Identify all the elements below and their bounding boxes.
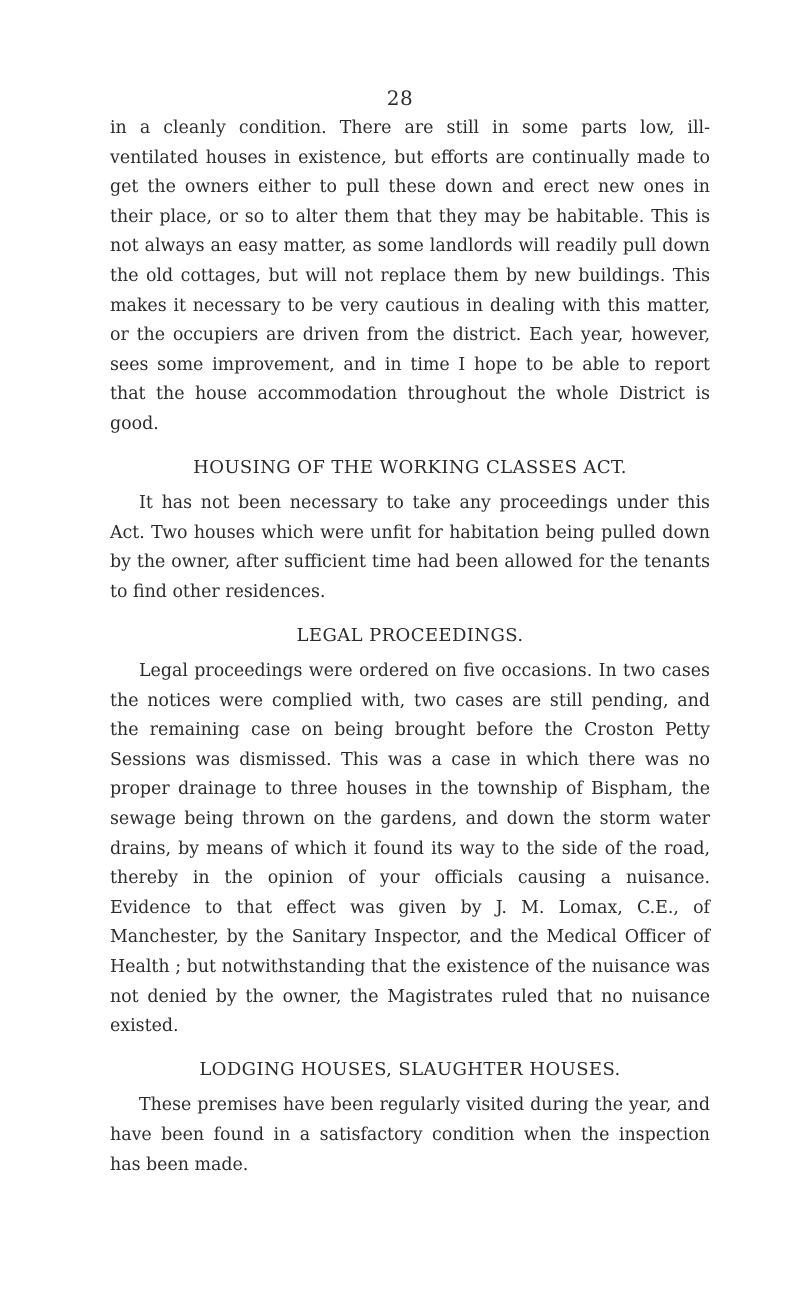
paragraph-lodging-houses: These premises have been regularly visited during the year, and have been found in a satisfactory condition when the inspection has been made. bbox=[110, 1095, 710, 1175]
heading-housing-act: HOUSING OF THE WORKING CLASSES ACT. bbox=[193, 456, 627, 478]
page-number: 28 bbox=[386, 86, 414, 110]
body-text bbox=[110, 114, 710, 1180]
paragraph-continuation: in a cleanly condition. There are still in some parts low, ill-ventilated houses in existence, but efforts are continually made to get the owners either to pull these down and erect new ones in their place, or so to alter them that they may be habitable. This is not always an easy matter, as some landlords will readily pull down the old cottages, but will not replace them by new buildings. This makes it necessary to be very cautious in dealing with this matter, or the occupiers are driven from the district. Each year, however, sees some improvement, and in time I hope to be able to report that the house accommodation throughout the whole District is good. bbox=[110, 118, 710, 434]
paragraph-legal-proceedings: Legal proceedings were ordered on five occasions. In two cases the notices were complied with, two cases are still pending, and the remaining case on being brought before the Croston Petty Sessions was dismissed. This was a case in which there was no proper drainage to three houses in the township of Bispham, the sewage being thrown on the gardens, and down the storm water drains, by means of which it found its way to the side of the road, thereby in the opinion of your officials causing a nuisance. Evidence to that effect was given by J. M. Lomax, C.E., of Manchester, by the Sanitary Inspector, and the Medical Officer of Health ; but notwithstanding that the existence of the nuisance was not denied by the owner, the Magistrates ruled that no nuisance existed. bbox=[110, 661, 710, 1037]
heading-legal-proceedings: LEGAL PROCEEDINGS. bbox=[296, 624, 524, 646]
paragraph-housing-act: It has not been necessary to take any proceedings under this Act. Two houses which were unfit for habitation being pulled down by the owner, after sufficient time had been allowed for the tenants to find other residences. bbox=[110, 493, 710, 602]
heading-lodging-houses: LODGING HOUSES, SLAUGHTER HOUSES. bbox=[199, 1058, 621, 1080]
